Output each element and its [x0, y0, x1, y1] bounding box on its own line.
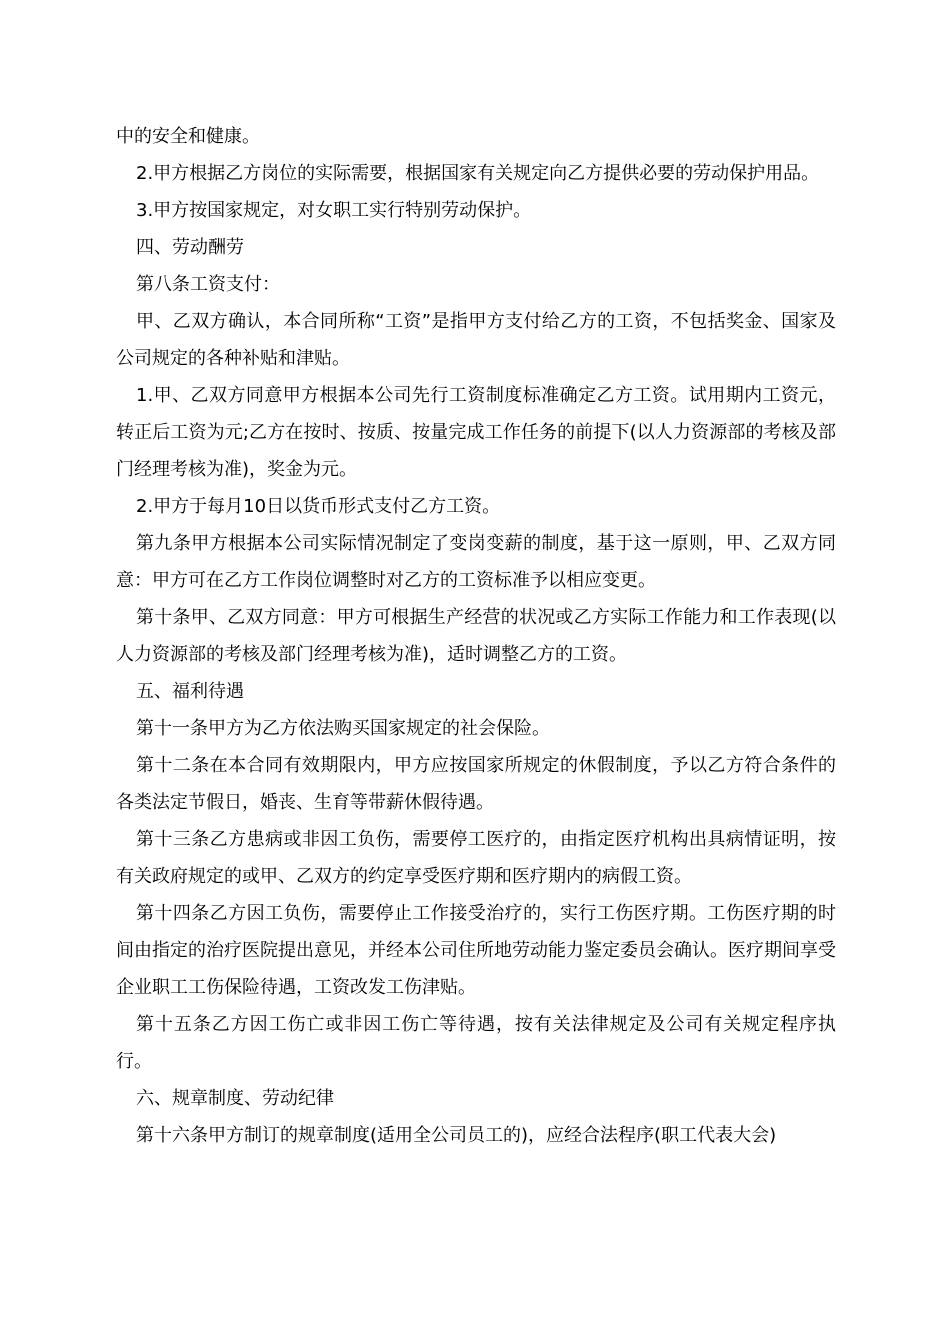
paragraph: 第九条甲方根据本公司实际情况制定了变岗变薪的制度，基于这一原则，甲、乙双方同意：甲方可在乙方工作岗位调整时对乙方的工资标准予以相应变更。	[116, 533, 836, 591]
paragraph: 2.甲方根据乙方岗位的实际需要，根据国家有关规定向乙方提供必要的劳动保护用品。	[136, 163, 820, 184]
paragraph: 1.甲、乙双方同意甲方根据本公司先行工资制度标准确定乙方工资。试用期内工资元，转正后工资为元;乙方在按时、按质、按量完成工作任务的前提下(以人力资源部的考核及部门经理考核为准)，奖金为元。	[116, 385, 836, 480]
paragraph: 第十五条乙方因工伤亡或非因工伤亡等待遇，按有关法律规定及公司有关规定程序执行。	[116, 1014, 836, 1072]
paragraph: 第十四条乙方因工负伤，需要停止工作接受治疗的，实行工伤医疗期。工伤医疗期的时间由指定的治疗医院提出意见，并经本公司住所地劳动能力鉴定委员会确认。医疗期间享受企业职工工伤保险待遇，工资改发工伤津贴。	[116, 903, 836, 998]
paragraph: 第十三条乙方患病或非因工负伤，需要停工医疗的，由指定医疗机构出具病情证明，按有关政府规定的或甲、乙双方的约定享受医疗期和医疗期内的病假工资。	[116, 829, 836, 887]
paragraph: 第十六条甲方制订的规章制度(适用全公司员工的)，应经合法程序(职工代表大会)	[136, 1125, 777, 1146]
document-page	[116, 118, 836, 1154]
section-heading: 四、劳动酬劳	[136, 237, 244, 258]
paragraph: 2.甲方于每月10日以货币形式支付乙方工资。	[136, 496, 501, 517]
paragraph: 3.甲方按国家规定，对女职工实行特别劳动保护。	[136, 200, 532, 221]
paragraph: 第十二条在本合同有效期限内，甲方应按国家所规定的休假制度，予以乙方符合条件的各类法定节假日，婚丧、生育等带薪休假待遇。	[116, 755, 836, 813]
section-heading: 五、福利待遇	[136, 681, 244, 702]
paragraph: 甲、乙双方确认，本合同所称“工资”是指甲方支付给乙方的工资，不包括奖金、国家及公司规定的各种补贴和津贴。	[116, 311, 836, 369]
section-heading: 六、规章制度、劳动纪律	[136, 1088, 334, 1109]
paragraph: 第十一条甲方为乙方依法购买国家规定的社会保险。	[136, 718, 550, 739]
article-heading: 第八条工资支付：	[136, 274, 280, 295]
paragraph: 中的安全和健康。	[116, 126, 260, 147]
paragraph: 第十条甲、乙双方同意：甲方可根据生产经营的状况或乙方实际工作能力和工作表现(以人力资源部的考核及部门经理考核为准)，适时调整乙方的工资。	[116, 607, 836, 665]
